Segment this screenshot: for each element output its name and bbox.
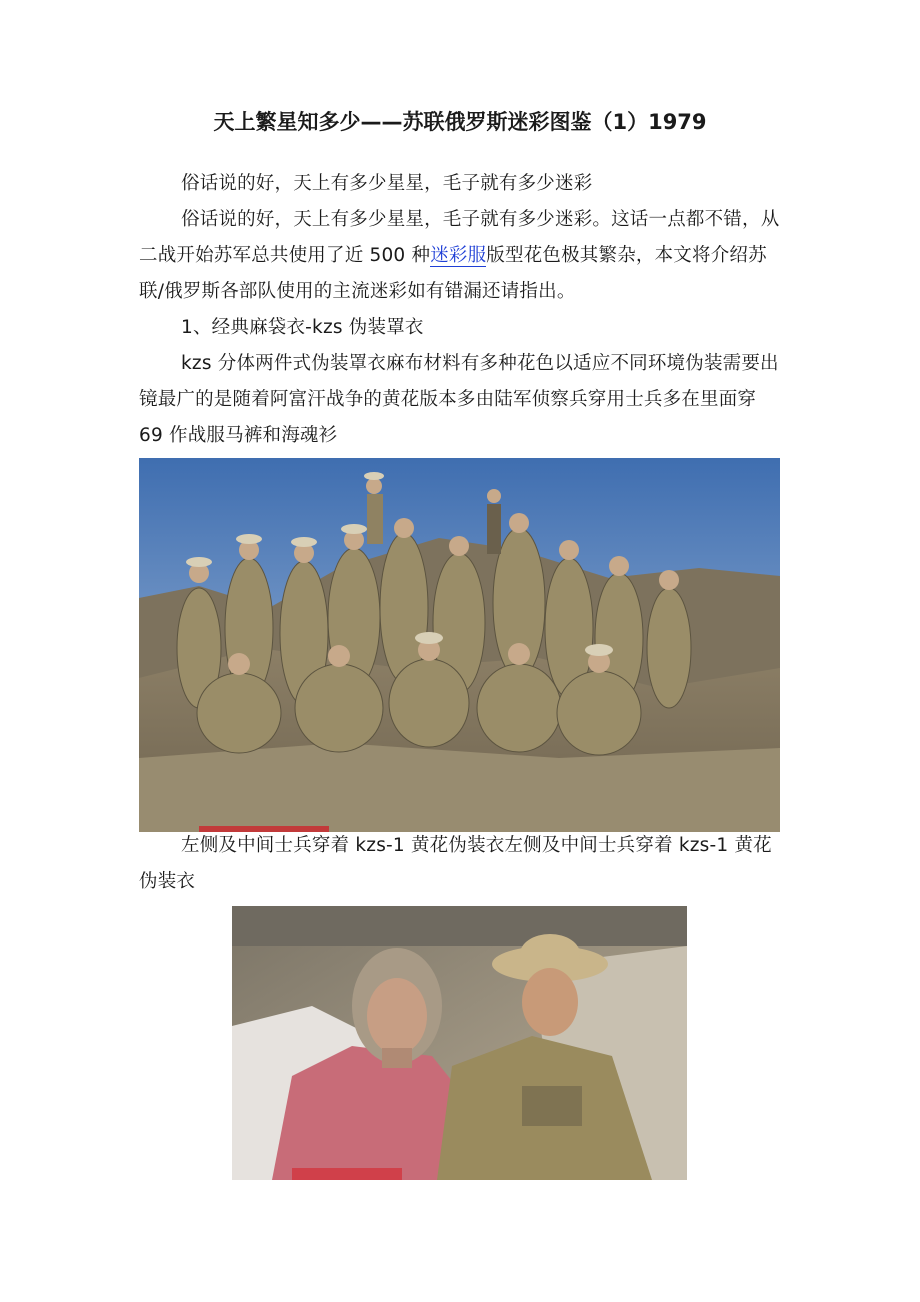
intro-text-before-link: 俗话说的好，天上有多少星星，毛子就有多少迷彩。这话一点都不错，从二战开始苏军总共使用了近 500 种	[139, 209, 780, 266]
section-body: kzs 分体两件式伪装罩衣麻布材料有多种花色以适应不同环境伪装需要出镜最广的是随着阿富汗战争的黄花版本多由陆军侦察兵穿用士兵多在里面穿 69 作战服马裤和海魂衫	[139, 353, 779, 446]
group-of-soldiers-photo	[139, 458, 780, 832]
camouflage-link[interactable]: 迷彩服	[430, 245, 487, 266]
intro-text-after-link: 版型花色极其繁杂，本文将介绍苏联/俄罗斯各部队使用的主流迷彩如有错漏还请指出。	[139, 245, 767, 302]
page-title: 天上繁星知多少——苏联俄罗斯迷彩图鉴（1）1979	[213, 110, 707, 134]
text-block-1	[139, 166, 784, 454]
two-soldiers-photo	[232, 906, 687, 1180]
text-block-2	[139, 828, 784, 900]
section-heading: 1、经典麻袋衣-kzs 伪装罩衣	[181, 317, 424, 338]
intro-paragraph	[139, 202, 784, 310]
photo-caption: 左侧及中间士兵穿着 kzs-1 黄花伪装衣左侧及中间士兵穿着 kzs-1 黄花伪装衣	[139, 835, 772, 892]
intro-line: 俗话说的好，天上有多少星星，毛子就有多少迷彩	[181, 173, 593, 194]
